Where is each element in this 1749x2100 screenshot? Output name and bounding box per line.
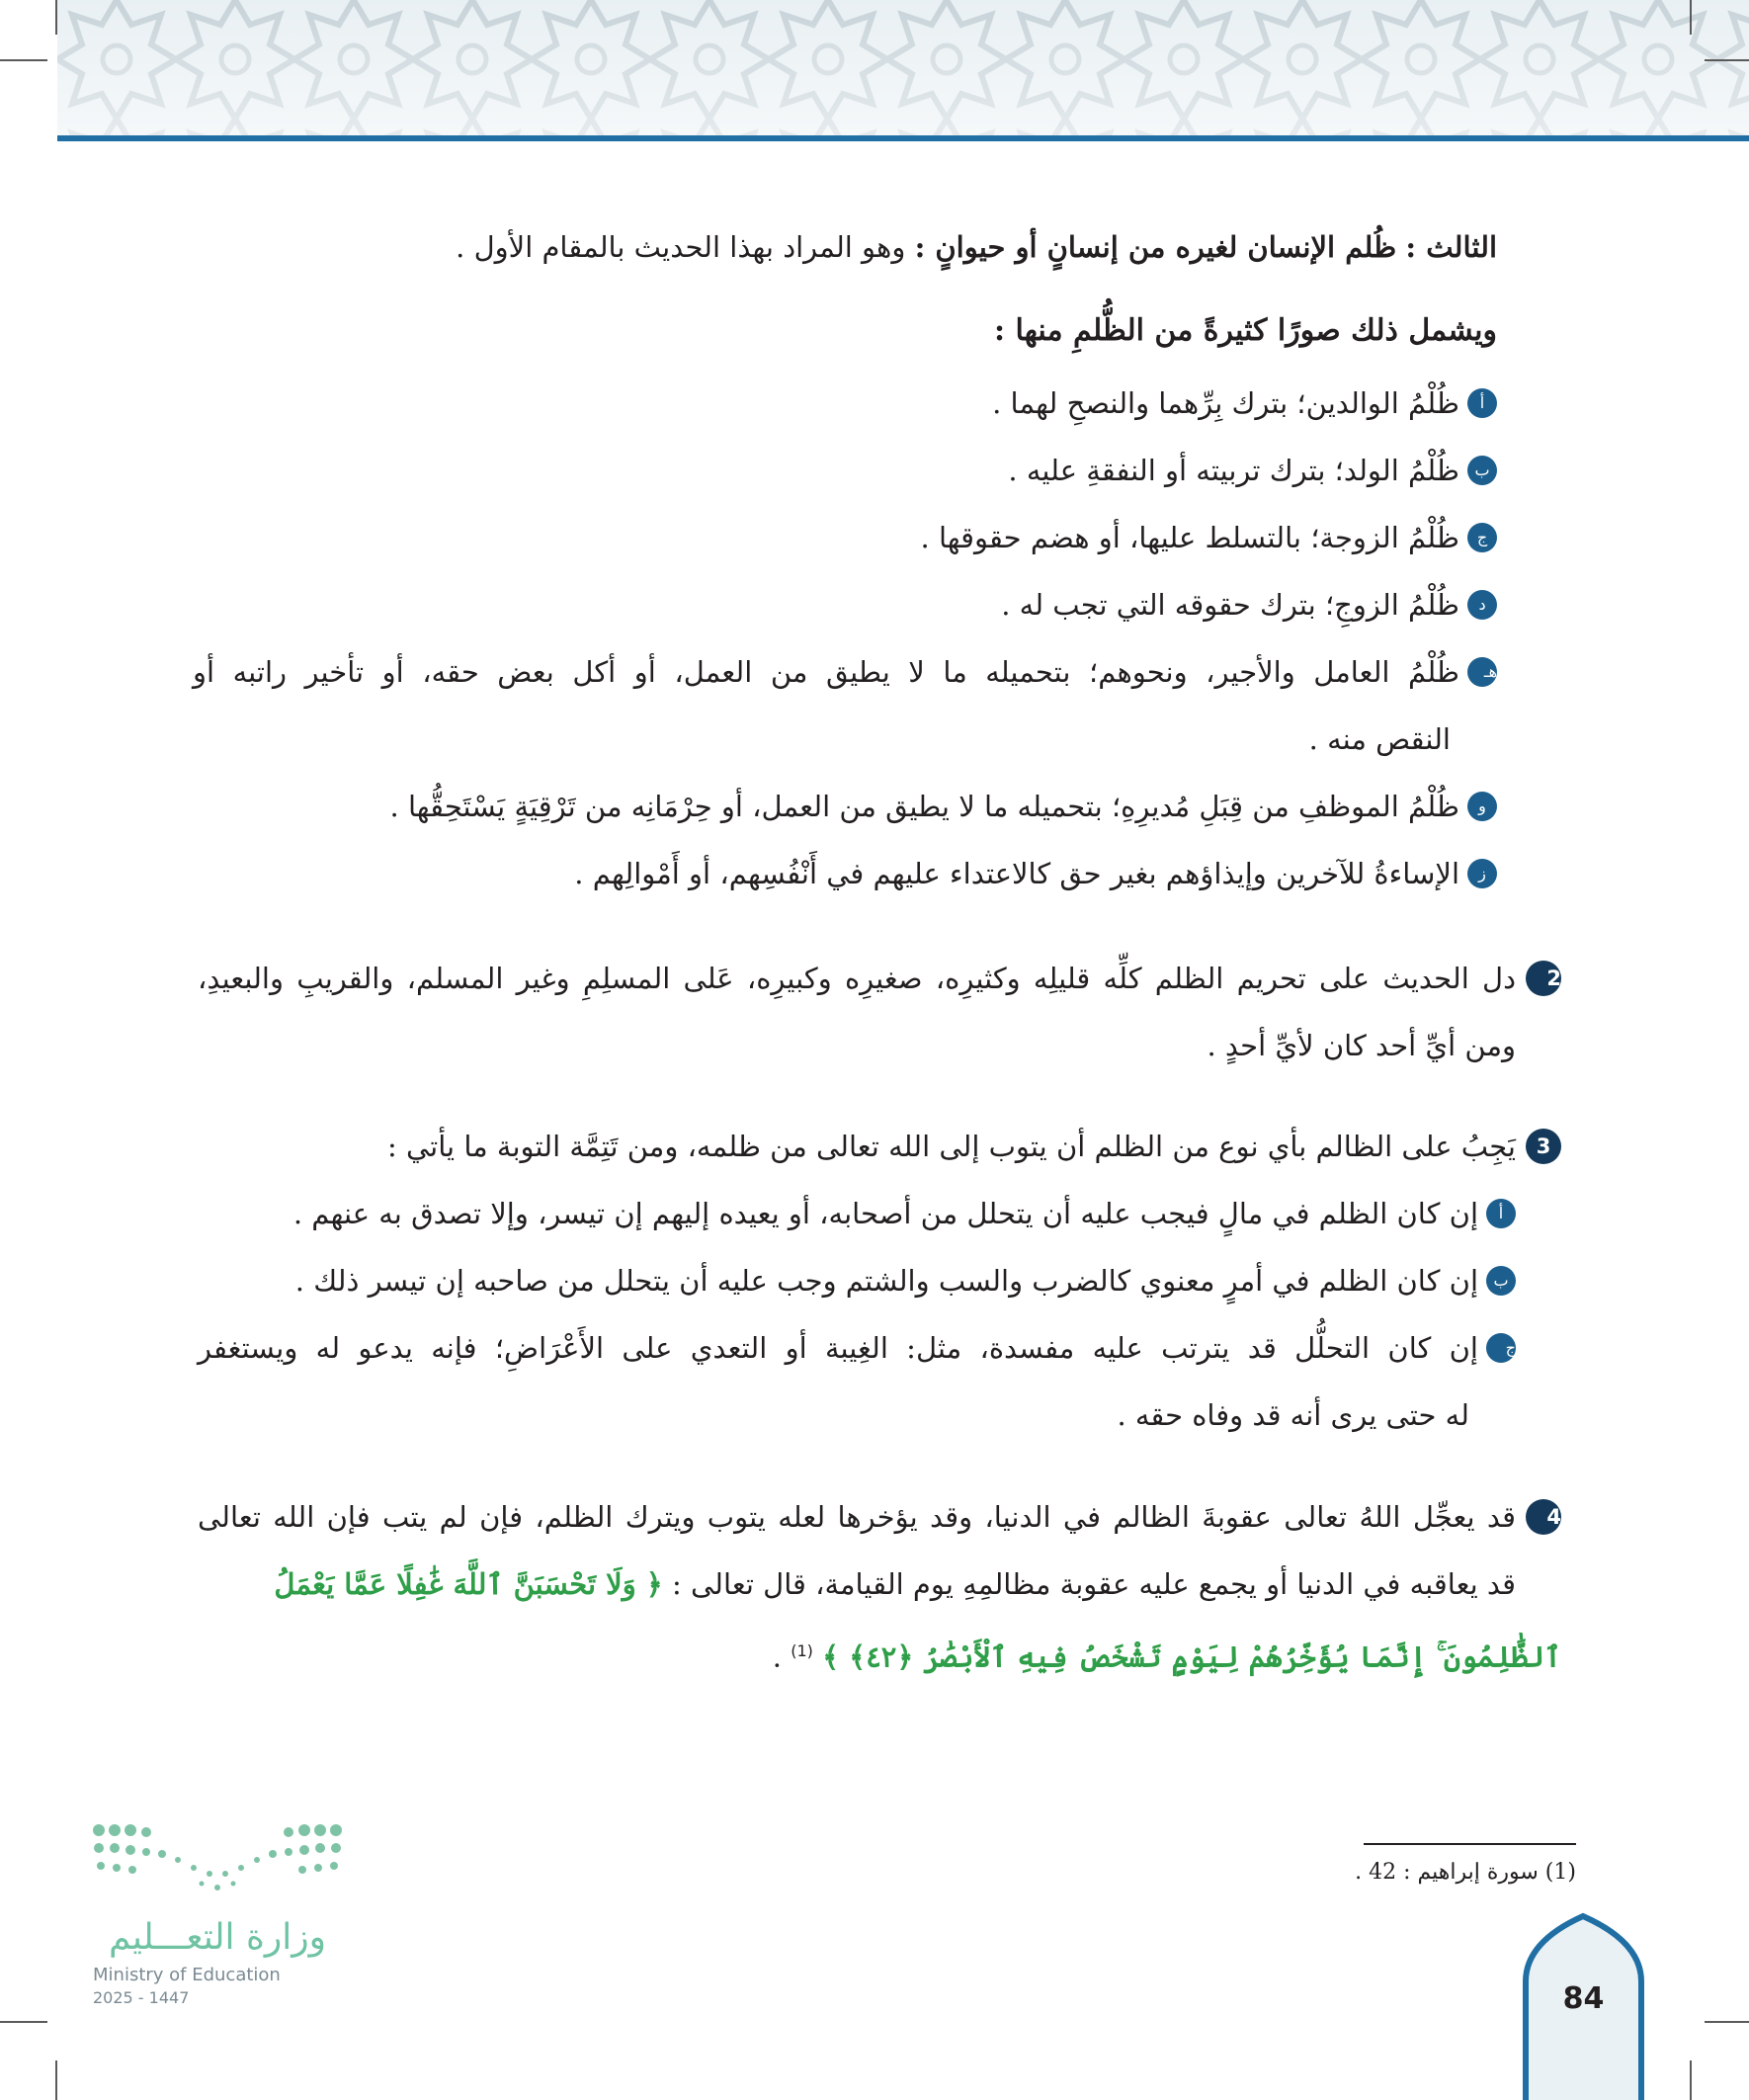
form-item-text: الإساءةُ للآخرين وإيذاؤهم بغير حق كالاعتداء عليهم في أَنْفُسِهم، أو أَمْوالِهم . [574, 857, 1459, 890]
form-item [574, 854, 1497, 893]
crop-mark [1690, 2060, 1692, 2100]
crop-mark [1705, 59, 1749, 61]
letter-badge: ج [1467, 523, 1497, 552]
footnote-reference[interactable]: (1) [791, 1641, 813, 1660]
form-item-text: ظُلْمُ الولد؛ بترك تربيته أو النفقةِ عليه . [1008, 454, 1459, 487]
point-3-item-text: إن كان الظلم في مالٍ فيجب عليه أن يتحلل من أصحابه، أو يعيده إليهم إن تيسر، وإلا تصدق به عنهم . [292, 1197, 1478, 1230]
forms-heading: ويشمل ذلك صورًا كثيرةً من الظُّلمِ منها : [993, 313, 1497, 348]
section-three-line [456, 227, 1497, 267]
ministry-english-name: Ministry of Education [93, 1965, 281, 1985]
letter-badge: ز [1467, 859, 1497, 888]
letter-badge: أ [1486, 1199, 1516, 1228]
header-rule [57, 135, 1749, 141]
letter-badge: ج [1486, 1333, 1516, 1363]
crop-mark [0, 2021, 47, 2023]
form-item-text: ظُلْمُ الزوجِ؛ بترك حقوقه التي تجب له . [1001, 588, 1459, 622]
form-item [992, 383, 1497, 423]
page-number-tab [1522, 1912, 1645, 2100]
point-3-item-continuation: له حتى يرى أنه قد وفاه حقه . [1117, 1398, 1469, 1432]
form-item [921, 518, 1497, 557]
page-number: 84 [1562, 1981, 1605, 2016]
point-4-line-2 [274, 1564, 1516, 1604]
crop-mark [55, 2060, 57, 2100]
section-three-title: ظُلم الإنسان لغيره من إنسانٍ أو حيوانٍ : [914, 230, 1397, 264]
section-three-rest: وهو المراد بهذا الحديث بالمقام الأول . [456, 230, 906, 264]
point-2-line-1 [198, 959, 1561, 998]
number-badge: 3 [1526, 1129, 1561, 1164]
footnote: (1) سورة إبراهيم : 42 . [1355, 1860, 1576, 1885]
point-4-text: قد يعجِّل اللهُ تعالى عقوبةَ الظالم في الدنيا، وقد يؤخرها لعله يتوب ويترك الظلم، فإن لم يتب فإن الله تعالى [198, 1500, 1516, 1534]
quran-verse-part-2: ٱلظَّٰلِمُونَ ۚ إِنَّمَا يُؤَخِّرُهُمْ لِيَوْمٍ تَشْخَصُ فِيهِ ٱلْأَبْصَٰرُ ﴿٤٢﴾ ﴾ [822, 1639, 1561, 1674]
number-badge: 4 [1526, 1499, 1561, 1535]
point-4-text: قد يعاقبه في الدنيا أو يجمع عليه عقوبة مظالمِهِ يوم القيامة، قال تعالى : [672, 1567, 1516, 1601]
form-item [1001, 585, 1497, 625]
form-item-text: ظُلْمُ الزوجة؛ بالتسلط عليها، أو هضم حقوقها . [920, 521, 1459, 554]
point-3-item-text: إن كان الظلم في أمرٍ معنوي كالضرب والسب والشتم وجب عليه أن يتحلل من صاحبه إن تيسر ذلك . [294, 1264, 1478, 1298]
point-3-intro [387, 1127, 1561, 1166]
crop-mark [1705, 2021, 1749, 2023]
form-item-text: ظُلْمُ العامل والأجير، ونحوهم؛ بتحميله ما لا يطيق من العمل، أو أكل بعض حقه، أو تأخير راتبه أو [193, 655, 1460, 689]
quran-verse-part-1: ﴿ وَلَا تَحْسَبَنَّ ٱللَّهَ غَٰفِلًا عَمَّا يَعْمَلُ [274, 1567, 663, 1601]
form-item-continuation: النقص منه . [1308, 722, 1451, 756]
point-3-item-text: إن كان التحلُّل قد يترتب عليه مفسدة، مثل: الغِيبة أو التعدي على الأَعْرَاضِ؛ فإنه يدعو له ويستغفر [198, 1331, 1478, 1365]
form-item [193, 652, 1497, 692]
sentence-end: . [772, 1639, 782, 1674]
point-4-line-3 [773, 1632, 1561, 1677]
section-three-label: الثالث : [1405, 230, 1497, 264]
ministry-arabic-name: وزارة التعـــليم [108, 1917, 327, 1958]
number-badge: 2 [1526, 961, 1561, 996]
letter-badge: و [1467, 792, 1497, 821]
form-item-text: ظُلْمُ الموظفِ من قِبَلِ مُديرِهِ؛ بتحميله ما لا يطيق من العمل، أو حِرْمَانِه من تَرْقِيَةٍ يَسْتَحِقُّها . [389, 790, 1459, 823]
ministry-year: 2025 - 1447 [93, 1988, 190, 2007]
point-3-item [293, 1194, 1516, 1233]
crop-mark [0, 59, 47, 61]
ministry-logo [89, 1818, 346, 2016]
point-2-line-2: ومن أيِّ أحد كان لأيِّ أحدٍ . [1207, 1029, 1516, 1062]
ministry-dots-icon [89, 1818, 346, 1907]
point-3-item [295, 1261, 1516, 1301]
crop-mark [1690, 0, 1692, 35]
point-4-line-1 [198, 1497, 1561, 1537]
letter-badge: ب [1467, 456, 1497, 485]
footnote-rule [1364, 1843, 1576, 1845]
letter-badge: هـ [1467, 657, 1497, 687]
letter-badge: ب [1486, 1266, 1516, 1296]
point-2-text: دل الحديث على تحريم الظلم كلِّه قليلِه وكثيرِه، صغيرِه وكبيرِه، عَلى المسلِمِ وغير المسلم، والقريبِ والبعيدِ، [198, 962, 1516, 995]
point-3-text: يَجِبُ على الظالم بأي نوع من الظلم أن يتوب إلى الله تعالى من ظلمه، ومن تَتِمَّة التوبة ما يأتي : [386, 1130, 1516, 1163]
form-item [390, 787, 1497, 826]
header-pattern-icon [57, 0, 1749, 138]
letter-badge: أ [1467, 388, 1497, 418]
letter-badge: د [1467, 590, 1497, 620]
crop-mark [55, 0, 57, 35]
form-item-text: ظُلْمُ الوالدين؛ بترك بِرِّهما والنصحِ لهما . [992, 386, 1459, 420]
point-3-item [198, 1328, 1516, 1368]
header-pattern-band [57, 0, 1749, 138]
form-item [1008, 451, 1497, 490]
